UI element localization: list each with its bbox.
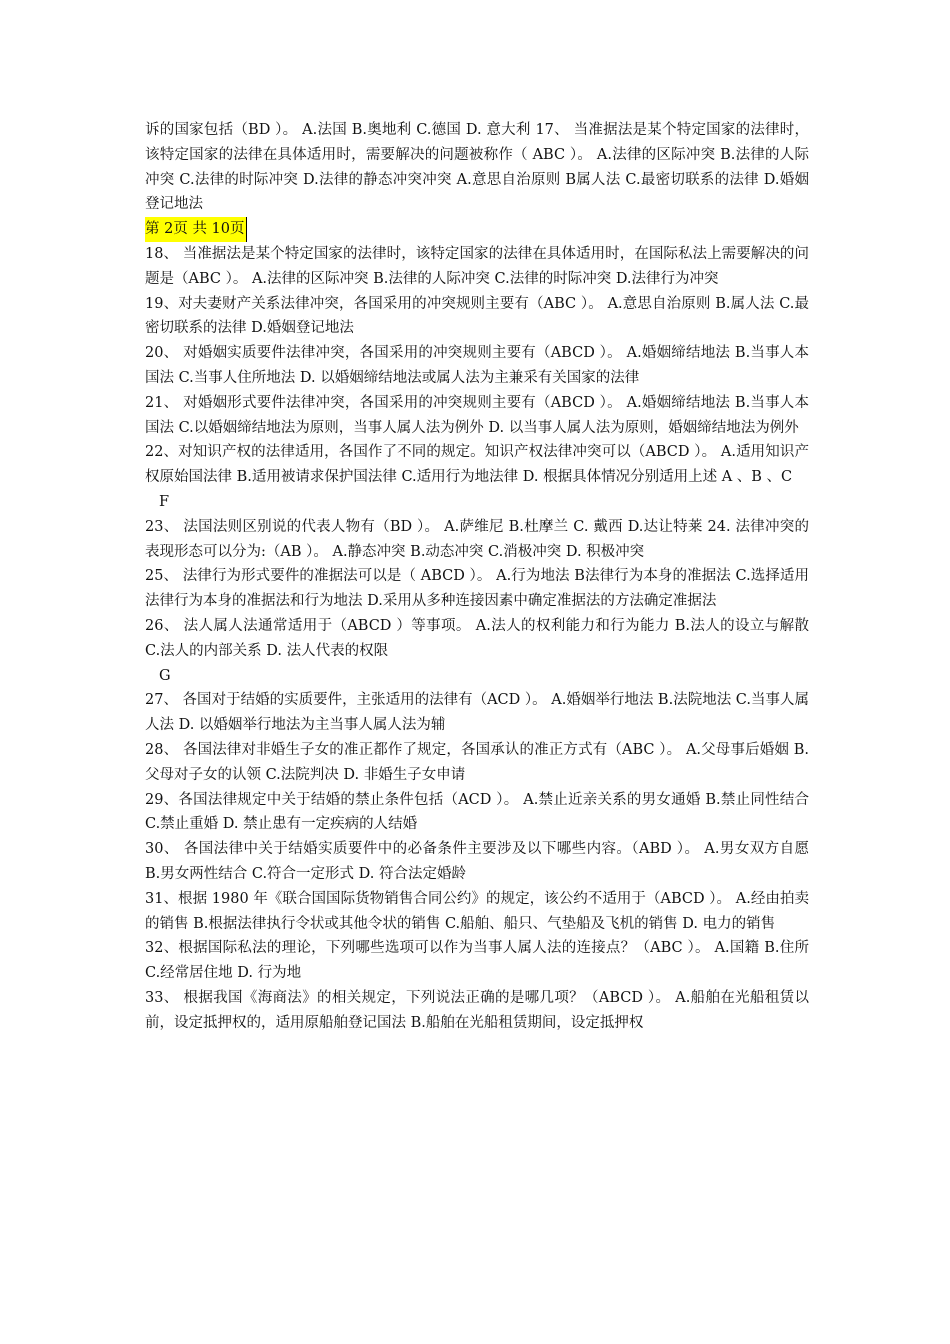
question-31: 31、根据 1980 年《联合国国际货物销售合同公约》的规定，该公约不适用于（ABCD ）。 A.经由拍卖的销售 B.根据法律执行令状或其他令状的销售 C.船舶、船只、气垫船及飞机的销售 D. 电力的销售 [145, 890, 809, 932]
page-marker: 第 2页 共 10页 [145, 217, 247, 242]
question-22: 22、对知识产权的法律适用，各国作了不同的规定。知识产权法律冲突可以（ABCD ）。 A.适用知识产权原始国法律 B.适用被请求保护国法律 C.适用行为地法律 D. 根据具体情况分别适用上述 A 、B 、C [145, 444, 809, 486]
question-30: 30、 各国法律中关于结婚实质要件中的必备条件主要涉及以下哪些内容。（ABD ）。 A.男女双方自愿 B.男女两性结合 C.符合一定形式 D. 符合法定婚龄 [145, 841, 809, 882]
question-21: 21、 对婚姻形式要件法律冲突，各国采用的冲突规则主要有（ABCD ）。 A.婚姻缔结地法 B.当事人本国法 C.以婚姻缔结地法为原则，当事人属人法为例外 D. 以当事人属人法为原则，婚姻缔结地法为例外 [145, 394, 809, 436]
section-letter-f: F [159, 493, 170, 510]
question-27: 27、 各国对于结婚的实质要件，主张适用的法律有（ACD ）。 A.婚姻举行地法 B.法院地法 C.当事人属人法 D. 以婚姻举行地法为主当事人属人法为辅 [145, 692, 809, 734]
question-26: 26、 法人属人法通常适用于（ABCD ）等事项。 A.法人的权利能力和行为能力 B.法人的设立与解散 C.法人的内部关系 D. 法人代表的权限 [145, 617, 809, 659]
paragraph-continuation: 诉的国家包括（BD ）。 A.法国 B.奥地利 C.德国 D. 意大利 17、 当准据法是某个特定国家的法律时，该特定国家的法律在具体适用时，需要解决的问题被称作（ ABC ）。 A.法律的区际冲突 B.法律的人际冲突 C.法律的时际冲突 D.法律的静态冲突冲突 A.意思自治原则 B属人法 C.最密切联系的法律 D.婚姻登记地法 [145, 122, 809, 213]
question-18: 18、 当准据法是某个特定国家的法律时，该特定国家的法律在具体适用时，在国际私法上需要解决的问题是（ABC ）。 A.法律的区际冲突 B.法律的人际冲突 C.法律的时际冲突 D.法律行为冲突 [145, 245, 809, 287]
document-body [145, 118, 809, 1035]
question-20: 20、 对婚姻实质要件法律冲突，各国采用的冲突规则主要有（ABCD ）。 A.婚姻缔结地法 B.当事人本国法 C.当事人住所地法 D. 以婚姻缔结地法或属人法为主兼采有关国家的法律 [145, 345, 809, 386]
question-19: 19、对夫妻财产关系法律冲突，各国采用的冲突规则主要有（ABC ）。 A.意思自治原则 B.属人法 C.最密切联系的法律 D.婚姻登记地法 [145, 295, 809, 337]
question-29: 29、各国法律规定中关于结婚的禁止条件包括（ACD ）。 A.禁止近亲关系的男女通婚 B.禁止同性结合 C.禁止重婚 D. 禁止患有一定疾病的人结婚 [145, 791, 809, 833]
question-28: 28、 各国法律对非婚生子女的准正都作了规定，各国承认的准正方式有（ABC ）。 A.父母事后婚姻 B.父母对子女的认领 C.法院判决 D. 非婚生子女申请 [145, 741, 809, 783]
question-25: 25、 法律行为形式要件的准据法可以是（ ABCD ）。 A.行为地法 B法律行为本身的准据法 C.选择适用法律行为本身的准据法和行为地法 D.采用从多种连接因素中确定准据法的方法确定准据法 [145, 568, 809, 610]
section-letter-g: G [159, 667, 171, 684]
question-23-24: 23、 法国法则区别说的代表人物有（BD ）。 A.萨维尼 B.杜摩兰 C. 戴西 D.达让特莱 24. 法律冲突的表现形态可以分为:（AB ）。 A.静态冲突 B.动态冲突 C.消极冲突 D. 积极冲突 [145, 518, 809, 560]
page-marker-line [145, 217, 809, 242]
question-32: 32、根据国际私法的理论，下列哪些选项可以作为当事人属人法的连接点？（ABC ）。 A.国籍 B.住所 C.经常居住地 D. 行为地 [145, 940, 809, 982]
question-33: 33、 根据我国《海商法》的相关规定，下列说法正确的是哪几项？（ABCD ）。 A.船舶在光船租赁以前，设定抵押权的，适用原船舶登记国法 B.船舶在光船租赁期间，设定抵押权 [145, 989, 809, 1031]
